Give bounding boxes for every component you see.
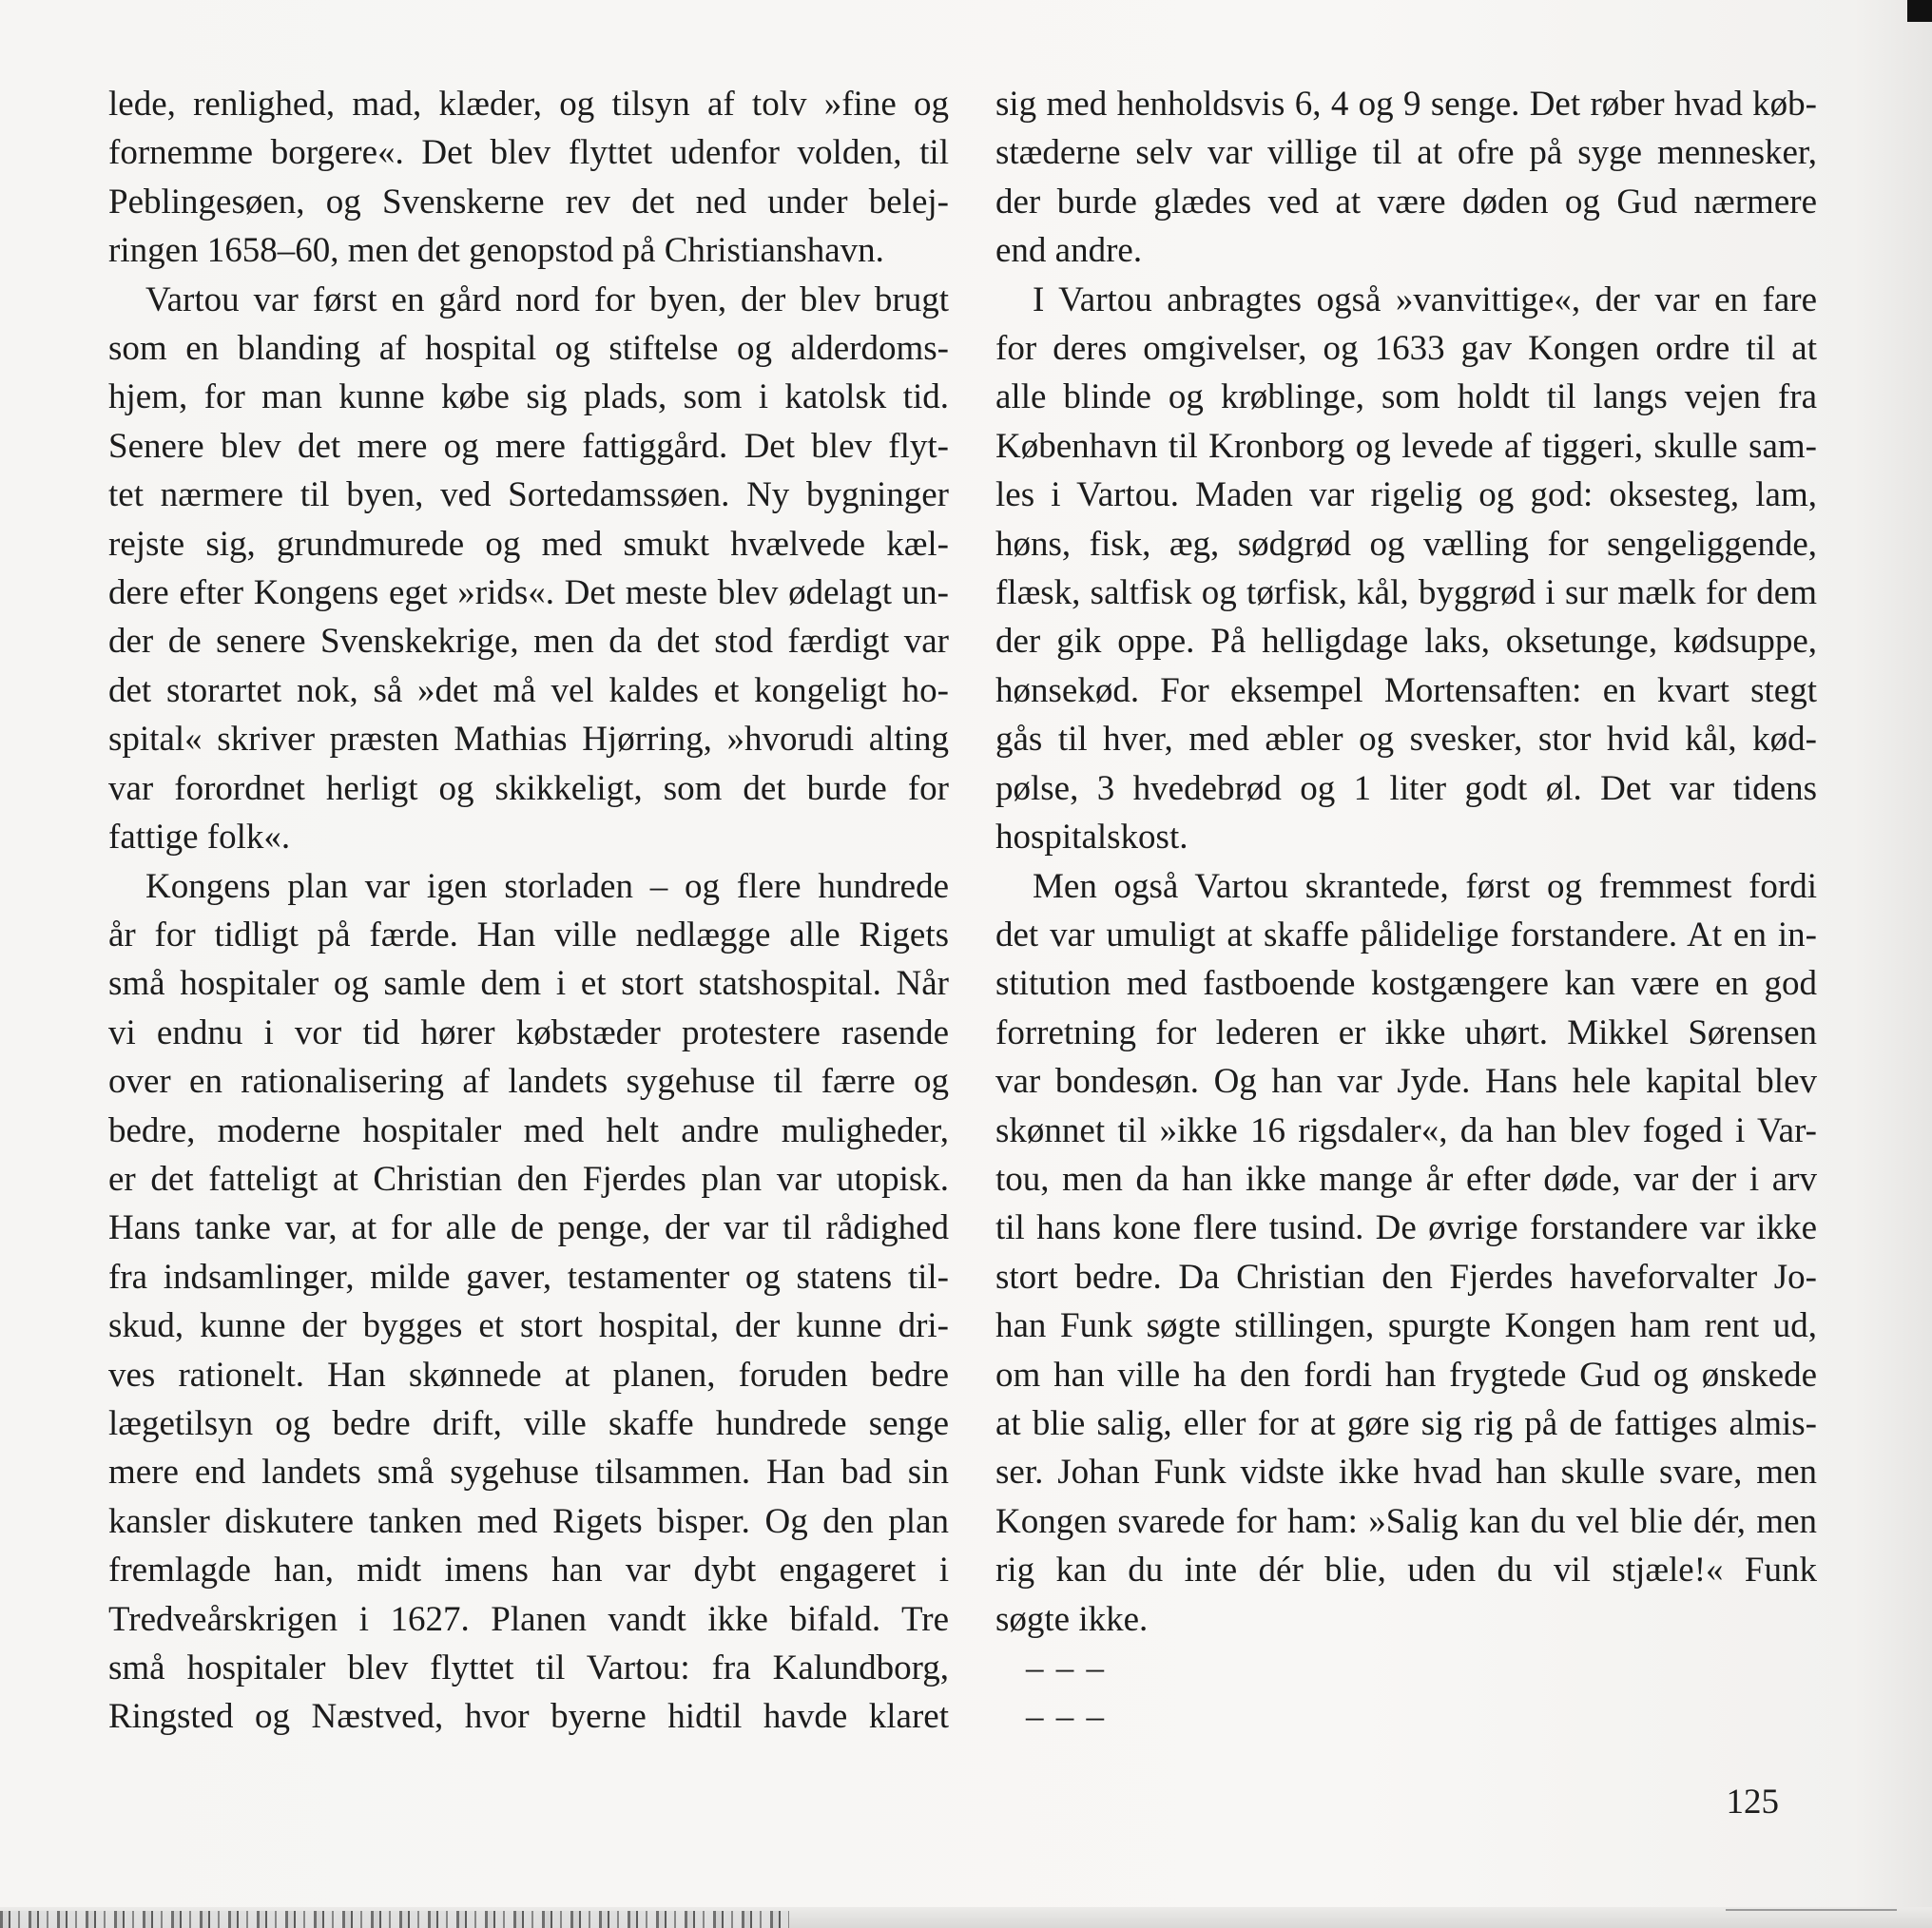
text-line: forretning for lederen er ikke uhørt. Mikkel Sørensen xyxy=(995,1012,1817,1052)
text-line: Hans tanke var, at for alle de penge, der var til rådighed xyxy=(108,1208,949,1248)
left-text-column xyxy=(108,80,949,1742)
scan-edge-bars xyxy=(0,1911,789,1928)
text-line: stitution med fastboende kostgængere kan være en god xyxy=(995,964,1817,1004)
text-line: I Vartou anbragtes også »vanvittige«, der var en fare xyxy=(1033,280,1817,319)
text-line: Tredveårskrigen i 1627. Planen vandt ikke bifald. Tre xyxy=(108,1599,949,1639)
text-line: kansler diskutere tanken med Rigets bisper. Og den plan xyxy=(108,1501,949,1541)
text-line: ringen 1658–60, men det genopstod på Christianshavn. xyxy=(108,231,884,271)
text-line: der burde glædes ved at være døden og Gud nærmere xyxy=(995,182,1817,222)
text-line: der de senere Svenskekrige, men da det stod færdigt var xyxy=(108,622,949,662)
text-line: Kongens plan var igen storladen – og flere hundrede xyxy=(145,866,949,906)
text-line: fattige folk«. xyxy=(108,818,291,858)
text-line: for deres omgivelser, og 1633 gav Kongen ordre til at xyxy=(995,329,1817,369)
text-line: Men også Vartou skrantede, først og fremmest fordi xyxy=(1033,866,1817,906)
text-line: ves rationelt. Han skønnede at planen, foruden bedre xyxy=(108,1355,949,1395)
text-line: stæderne selv var villige til at ofre på syge mennesker, xyxy=(995,133,1817,173)
text-line: at blie salig, eller for at gøre sig rig på de fattiges almis- xyxy=(995,1403,1817,1443)
page-number: 125 xyxy=(1726,1783,1779,1822)
text-line: gås til hver, med æbler og svesker, stor hvid kål, kød- xyxy=(995,720,1817,760)
text-line: han Funk søgte stillingen, spurgte Kongen ham rent ud, xyxy=(995,1306,1817,1346)
text-line: små hospitaler blev flyttet til Vartou: fra Kalundborg, xyxy=(108,1648,949,1687)
paragraph xyxy=(108,862,949,1742)
paragraph xyxy=(995,862,1817,1645)
text-line: som en blanding af hospital og stiftelse og alderdoms- xyxy=(108,329,949,369)
text-line: fra indsamlinger, milde gaver, testamenter og statens til- xyxy=(108,1257,949,1297)
section-separator: – – – xyxy=(1026,1697,1106,1737)
text-line: København til Kronborg og levede af tiggeri, skulle sam- xyxy=(995,426,1817,466)
text-line: end andre. xyxy=(995,231,1143,271)
paragraph xyxy=(995,276,1817,862)
right-text-column xyxy=(995,80,1817,1742)
text-line: fornemme borgere«. Det blev flyttet udenfor volden, til xyxy=(108,133,949,173)
text-line: stort bedre. Da Christian den Fjerdes haveforvalter Jo- xyxy=(995,1257,1817,1297)
text-line: Vartou var først en gård nord for byen, der blev brugt xyxy=(145,280,949,319)
text-line: det var umuligt at skaffe pålidelige forstandere. At en in- xyxy=(995,915,1817,954)
text-line: ser. Johan Funk vidste ikke hvad han skulle svare, men xyxy=(995,1453,1817,1493)
text-line: skud, kunne der bygges et stort hospital, der kunne dri- xyxy=(108,1306,949,1346)
text-line: sig med henholdsvis 6, 4 og 9 senge. Det røber hvad køb- xyxy=(995,85,1817,124)
text-line: over en rationalisering af landets sygehuse til færre og xyxy=(108,1062,949,1102)
paragraph xyxy=(995,80,1817,276)
text-line: var bondesøn. Og han var Jyde. Hans hele kapital blev xyxy=(995,1062,1817,1102)
text-line: skønnet til »ikke 16 rigsdaler«, da han blev foged i Var- xyxy=(995,1110,1817,1150)
text-line: pølse, 3 hvedebrød og 1 liter godt øl. Det var tidens xyxy=(995,768,1817,808)
text-line: lægetilsyn og bedre drift, ville skaffe hundrede senge xyxy=(108,1403,949,1443)
text-line: det storartet nok, så »det må vel kaldes et kongeligt ho- xyxy=(108,670,949,710)
text-line: lede, renlighed, mad, klæder, og tilsyn af tolv »fine og xyxy=(108,85,949,124)
text-line: fremlagde han, midt imens han var dybt engageret i xyxy=(108,1551,949,1591)
text-line: vi endnu i vor tid hører købstæder protestere rasende xyxy=(108,1012,949,1052)
text-line: les i Vartou. Maden var rigelig og god: oksesteg, lam, xyxy=(995,475,1817,515)
text-line: flæsk, saltfisk og tørfisk, kål, byggrød i sur mælk for dem xyxy=(995,573,1817,613)
scan-corner-mark xyxy=(1907,0,1932,22)
text-line: rig kan du inte dér blie, uden du vil stjæle!« Funk xyxy=(995,1551,1817,1591)
text-line: var forordnet herligt og skikkeligt, som det burde for xyxy=(108,768,949,808)
text-line: til hans kone flere tusind. De øvrige forstandere var ikke xyxy=(995,1208,1817,1248)
text-line: Ringsted og Næstved, hvor byerne hidtil havde klaret xyxy=(108,1697,949,1737)
text-line: Senere blev det mere og mere fattiggård. Det blev flyt- xyxy=(108,426,949,466)
scan-edge-bottom xyxy=(0,1907,1932,1928)
text-line: alle blinde og krøblinge, som holdt til langs vejen fra xyxy=(995,377,1817,417)
text-line: Kongen svarede for ham: »Salig kan du vel blie dér, men xyxy=(995,1501,1817,1541)
section-separator: – – – xyxy=(1026,1648,1106,1687)
scan-edge-line xyxy=(1726,1909,1897,1911)
text-line: hønsekød. For eksempel Mortensaften: en kvart stegt xyxy=(995,670,1817,710)
text-line: år for tidligt på færde. Han ville nedlægge alle Rigets xyxy=(108,915,949,954)
text-line: høns, fisk, æg, sødgrød og vælling for sengeliggende, xyxy=(995,524,1817,564)
text-line: er det fatteligt at Christian den Fjerdes plan var utopisk. xyxy=(108,1159,949,1199)
text-line: hjem, for man kunne købe sig plads, som i katolsk tid. xyxy=(108,377,949,417)
text-line: spital« skriver præsten Mathias Hjørring, »hvorudi alting xyxy=(108,720,949,760)
paragraph xyxy=(108,276,949,862)
text-line: tet nærmere til byen, ved Sortedamssøen. Ny bygninger xyxy=(108,475,949,515)
text-line: dere efter Kongens eget »rids«. Det meste blev ødelagt un- xyxy=(108,573,949,613)
text-line: hospitalskost. xyxy=(995,818,1188,858)
text-line: mere end landets små sygehuse tilsammen. Han bad sin xyxy=(108,1453,949,1493)
text-line: Peblingesøen, og Svenskerne rev det ned under belej- xyxy=(108,182,949,222)
paragraph xyxy=(108,80,949,276)
text-line: tou, men da han ikke mange år efter døde, var der i arv xyxy=(995,1159,1817,1199)
text-line: om han ville ha den fordi han frygtede Gud og ønskede xyxy=(995,1355,1817,1395)
text-line: der gik oppe. På helligdage laks, oksetunge, kødsuppe, xyxy=(995,622,1817,662)
text-line: små hospitaler og samle dem i et stort statshospital. Når xyxy=(108,964,949,1004)
text-line: søgte ikke. xyxy=(995,1599,1149,1639)
text-line: bedre, moderne hospitaler med helt andre muligheder, xyxy=(108,1110,949,1150)
text-line: rejste sig, grundmurede og med smukt hvælvede kæl- xyxy=(108,524,949,564)
